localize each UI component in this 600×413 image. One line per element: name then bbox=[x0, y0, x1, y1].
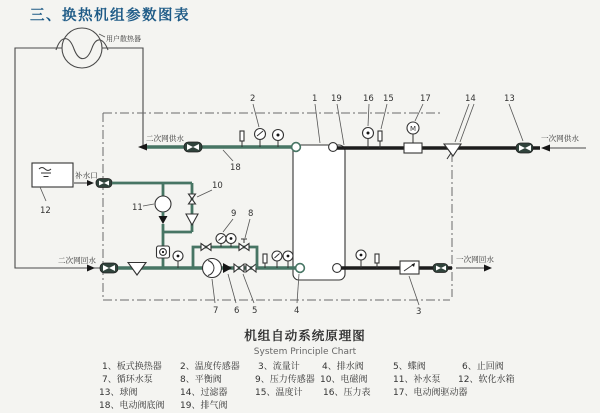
callout-14: 14 bbox=[465, 94, 476, 104]
chart-title-en: System Principle Chart bbox=[253, 347, 357, 357]
callout-17: 17 bbox=[420, 94, 431, 104]
legend-item-18: 18、电动阀底阀 bbox=[99, 401, 165, 411]
check-valve-6-icon bbox=[223, 263, 232, 273]
leader-15 bbox=[381, 104, 387, 129]
leader-9 bbox=[223, 219, 233, 232]
thermometer-15-icon bbox=[378, 131, 382, 141]
radiator-circle-icon bbox=[62, 28, 102, 68]
hx-port-bottom-left bbox=[296, 264, 305, 273]
solenoid-valve-bottom bbox=[189, 199, 196, 204]
leader-3 bbox=[409, 276, 419, 305]
pressure-gauge-dot bbox=[277, 134, 280, 137]
legend-item-12: 12、软化水箱 bbox=[458, 375, 515, 385]
solenoid-strainer-icon bbox=[186, 214, 198, 225]
legend-item-9: 9、压力传感器 bbox=[255, 375, 315, 385]
callout-10: 10 bbox=[212, 181, 223, 191]
secondary-supply-line bbox=[138, 129, 292, 153]
strainer-14-icon bbox=[444, 144, 461, 156]
water-meter-dot bbox=[162, 251, 164, 253]
callout-9: 9 bbox=[231, 209, 237, 219]
thermometer-icon bbox=[240, 131, 244, 141]
legend-item-4: 4、排水阀 bbox=[322, 362, 364, 372]
callout-19: 19 bbox=[331, 94, 342, 104]
legend-item-17: 17、电动阀驱动器 bbox=[393, 388, 468, 398]
leader-2 bbox=[253, 104, 259, 127]
primary-supply-label: 一次网供水 bbox=[541, 134, 579, 143]
bypass-valve-r bbox=[206, 244, 211, 251]
callout-labels bbox=[40, 94, 523, 317]
leader-11 bbox=[143, 204, 154, 206]
pump-bypass-line bbox=[193, 234, 257, 269]
makeup-water-branch bbox=[32, 163, 198, 268]
legend-item-6: 6、止回阀 bbox=[462, 362, 504, 372]
leader-1 bbox=[315, 104, 320, 143]
legend-item-16: 16、压力表 bbox=[323, 388, 371, 398]
legend-item-14: 14、过滤器 bbox=[180, 388, 228, 398]
leader-19 bbox=[337, 104, 344, 145]
primary-supply-arrow bbox=[541, 145, 550, 152]
callout-5: 5 bbox=[252, 306, 258, 316]
leader-10 bbox=[197, 190, 212, 197]
legend-item-8: 8、平衡阀 bbox=[180, 375, 222, 385]
leader-8 bbox=[245, 219, 250, 238]
legend-item-10: 10、电磁阀 bbox=[320, 375, 368, 385]
hx-port-top-left bbox=[292, 143, 301, 152]
legend-item-11: 11、补水泵 bbox=[393, 375, 441, 385]
radiator-leader bbox=[99, 34, 105, 37]
makeup-pump-icon bbox=[155, 196, 171, 212]
primary-supply-line bbox=[337, 122, 586, 159]
callout-16: 16 bbox=[363, 94, 374, 104]
radiator-label: 用户散热器 bbox=[106, 35, 141, 43]
legend-item-7: 7、循环水泵 bbox=[102, 375, 153, 385]
thermometer-return-icon bbox=[375, 254, 379, 263]
callout-13: 13 bbox=[504, 94, 515, 104]
leader-6 bbox=[228, 274, 236, 303]
page-title: 三、换热机组参数图表 bbox=[30, 8, 190, 24]
leader-16 bbox=[368, 104, 369, 126]
callout-15: 15 bbox=[383, 94, 394, 104]
gauge-288-dot bbox=[287, 255, 290, 258]
primary-return-line bbox=[341, 250, 494, 274]
callout-12: 12 bbox=[40, 206, 51, 216]
callout-18: 18 bbox=[230, 163, 241, 173]
legend-item-2: 2、温度传感器 bbox=[180, 362, 240, 372]
makeup-check-valve-icon bbox=[159, 216, 168, 224]
return-flow-arrow bbox=[87, 265, 95, 272]
legend-item-13: 13、球阀 bbox=[99, 388, 138, 398]
leader-13 bbox=[509, 104, 523, 141]
thermometer-267-icon bbox=[263, 254, 267, 263]
user-return-line bbox=[15, 48, 100, 268]
makeup-arrow bbox=[87, 180, 94, 186]
motor-valve-body bbox=[404, 143, 422, 153]
makeup-port-label: 补水口 bbox=[75, 171, 98, 180]
pressure-gauge-178-dot bbox=[177, 255, 180, 258]
tank-leader bbox=[40, 187, 46, 201]
callout-1: 1 bbox=[312, 94, 318, 104]
leader-5 bbox=[243, 274, 254, 303]
pressure-gauge-return-dot bbox=[360, 254, 363, 257]
plate-heat-exchanger bbox=[292, 143, 345, 280]
legend-item-1: 1、板式换热器 bbox=[102, 362, 162, 372]
softened-water-tank bbox=[32, 163, 73, 187]
legend-item-5: 5、蝶阀 bbox=[393, 362, 426, 372]
chart-title-cn: 机组自动系统原理图 bbox=[244, 328, 366, 343]
valve-5a-r bbox=[239, 264, 244, 272]
hx-port-bottom-right bbox=[333, 264, 342, 273]
hx-port-top-right bbox=[329, 143, 338, 152]
pressure-gauge-16-dot bbox=[367, 132, 370, 135]
pressure-sensor-b-dot bbox=[230, 237, 233, 240]
legend-item-19: 19、排气阀 bbox=[180, 401, 228, 411]
secondary-return-label: 二次网回水 bbox=[58, 256, 96, 265]
legend-item-15: 15、温度计 bbox=[255, 388, 303, 398]
heat-exchanger-body bbox=[293, 145, 345, 280]
callout-11: 11 bbox=[132, 203, 143, 213]
legend-item-3: 3、流量计 bbox=[258, 362, 300, 372]
secondary-supply-label: 二次网供水 bbox=[146, 134, 184, 143]
callout-6: 6 bbox=[234, 306, 240, 316]
leader-18 bbox=[223, 150, 233, 161]
valve-5b-r bbox=[251, 264, 256, 272]
leader-7 bbox=[212, 279, 215, 303]
secondary-return-line bbox=[58, 251, 296, 278]
motor-letter: M bbox=[410, 125, 417, 133]
circulation-pump-icon bbox=[203, 259, 222, 278]
callout-7: 7 bbox=[213, 306, 219, 316]
primary-return-label: 一次网回水 bbox=[456, 255, 494, 264]
user-supply-line bbox=[102, 48, 143, 147]
callout-3: 3 bbox=[416, 307, 422, 317]
user-loop-piping bbox=[15, 48, 143, 272]
balance-valve-r bbox=[244, 244, 249, 251]
primary-return-arrow bbox=[484, 265, 492, 272]
callout-8: 8 bbox=[248, 209, 254, 219]
callout-2: 2 bbox=[250, 94, 256, 104]
legend bbox=[99, 360, 514, 411]
strainer-14-tail bbox=[447, 153, 451, 159]
callout-4: 4 bbox=[294, 306, 300, 316]
